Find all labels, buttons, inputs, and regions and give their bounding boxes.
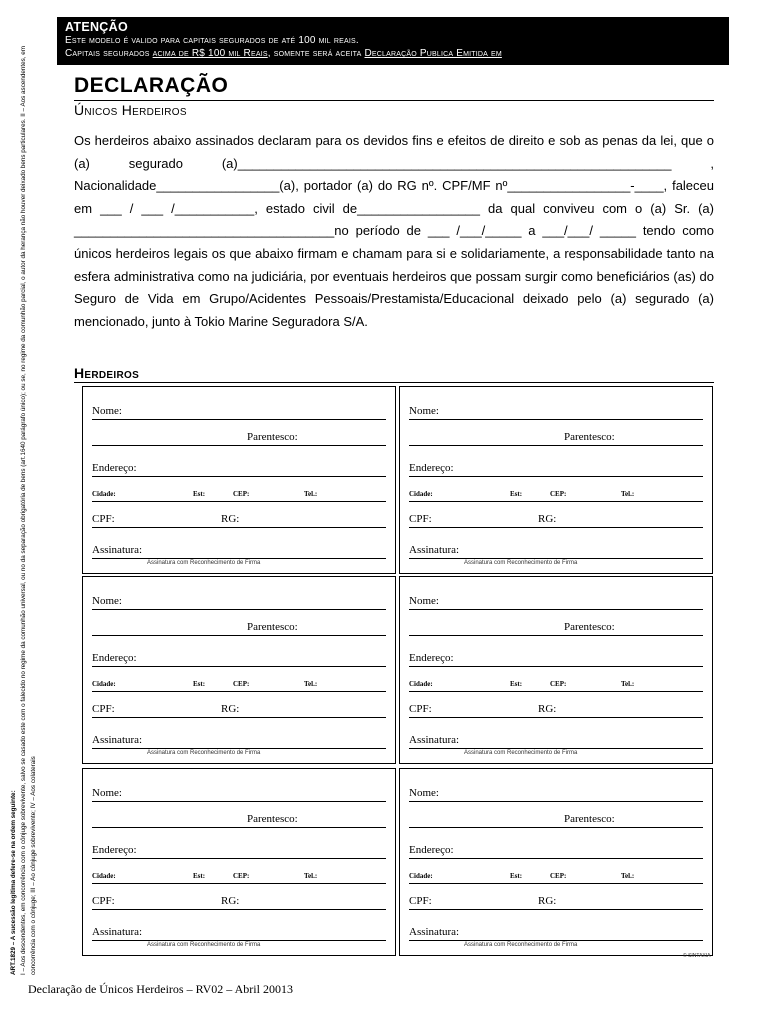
rg-label: RG: [538, 895, 557, 907]
signature-note: Assinatura com Reconhecimento de Firma [464, 560, 578, 566]
relationship-label: Parentesco: [564, 621, 615, 633]
heirs-section-title: Herdeiros [74, 365, 140, 381]
address-label: Endereço: [409, 844, 454, 856]
address-field[interactable] [409, 462, 703, 477]
relationship-field[interactable] [92, 813, 386, 828]
signature-field[interactable] [409, 544, 703, 559]
address-label: Endereço: [92, 844, 137, 856]
state-label: Est: [510, 680, 523, 688]
name-field[interactable] [409, 787, 703, 802]
warning-banner [57, 17, 729, 65]
cep-label: CEP: [233, 490, 250, 498]
phone-label: Tel.: [621, 680, 635, 688]
cpf-rg-row[interactable] [409, 895, 703, 910]
rg-label: RG: [538, 703, 557, 715]
cep-label: CEP: [550, 490, 567, 498]
logo-mark: © SINTAXIA [683, 953, 711, 959]
banner-line-2-c: , somente será aceita [267, 48, 365, 59]
address-label: Endereço: [409, 462, 454, 474]
signature-label: Assinatura: [409, 734, 460, 746]
heir-card [399, 576, 713, 764]
rg-label: RG: [221, 895, 240, 907]
cpf-label: CPF: [92, 513, 115, 525]
side-note-text: I – Aos descendentes, em concorrência com o cônjuge sobrevivente, salvo se casado este com o falecido no regime da comunhão universal, ou no da separação obrigatória de bens (art.1640 parágrafo único); ou se, no regime da comunhão parcial, o autor da herança não houver deixado bens particulares. II – Aos ascendentes, em concorrência com o cônjuge; III – Ao cônjuge sobrevivente; IV – Aos colaterais [20, 45, 37, 975]
side-legal-note [9, 35, 51, 975]
city-row[interactable] [92, 487, 386, 502]
banner-line-2-b: acima de R$ 100 mil Reais [152, 48, 268, 59]
city-row[interactable] [92, 677, 386, 692]
phone-label: Tel.: [304, 872, 318, 880]
signature-label: Assinatura: [92, 926, 143, 938]
address-field[interactable] [92, 652, 386, 667]
rg-label: RG: [221, 513, 240, 525]
name-field[interactable] [92, 595, 386, 610]
relationship-label: Parentesco: [247, 813, 298, 825]
relationship-field[interactable] [409, 431, 703, 446]
rg-label: RG: [538, 513, 557, 525]
relationship-label: Parentesco: [247, 431, 298, 443]
signature-field[interactable] [92, 926, 386, 941]
banner-title: ATENÇÃO [65, 20, 128, 34]
cpf-label: CPF: [409, 703, 432, 715]
phone-label: Tel.: [304, 680, 318, 688]
heirs-divider [74, 382, 714, 383]
address-label: Endereço: [92, 462, 137, 474]
cpf-label: CPF: [409, 513, 432, 525]
cep-label: CEP: [233, 872, 250, 880]
cpf-rg-row[interactable] [92, 895, 386, 910]
cpf-label: CPF: [92, 895, 115, 907]
city-label: Cidade: [92, 872, 116, 880]
signature-note: Assinatura com Reconhecimento de Firma [464, 750, 578, 756]
side-note-heading: ART.1829 – A sucessão legítima defere-se na ordem seguinte: [10, 790, 17, 975]
address-field[interactable] [92, 462, 386, 477]
phone-label: Tel.: [304, 490, 318, 498]
cep-label: CEP: [233, 680, 250, 688]
title-divider [74, 100, 714, 101]
banner-line-2-a: Capitais segurados [65, 48, 153, 59]
page-title: DECLARAÇÃO [74, 74, 229, 97]
signature-field[interactable] [409, 734, 703, 749]
city-label: Cidade: [409, 680, 433, 688]
page-subtitle: Únicos Herdeiros [74, 102, 187, 118]
cpf-label: CPF: [409, 895, 432, 907]
relationship-label: Parentesco: [564, 431, 615, 443]
signature-label: Assinatura: [92, 734, 143, 746]
declaration-paragraph: Os herdeiros abaixo assinados declaram para os devidos fins e efeitos de direito e sob as penas da lei, que o (a) segurado (a)____________________________________________________________ , Nacionalidade_________________(a), portador (a) do RG nº. CPF/MF nº_________________-____, faleceu em ___ / ___ /___________, estado civil de_________________ da qual conviveu com o (a) Sr. (a) ____________________________________no período de ___ /___/_____ a ___/___/ _____ tendo como únicos herdeiros legais os que abaixo firmam e chamam para si e solidariamente, a responsabilidade tanto na esfera administrativa como na judiciária, por eventuais herdeiros que possam surgir como beneficiários (as) do Seguro de Vida em Grupo/Acidentes Pessoais/Prestamista/Educacional deixado pelo (a) segurado (a) mencionado, junto à Tokio Marine Seguradora S/A. [74, 133, 714, 329]
banner-line-2-d: Declaração Publica Emitida em [364, 48, 502, 59]
phone-label: Tel.: [621, 490, 635, 498]
relationship-field[interactable] [92, 621, 386, 636]
address-field[interactable] [409, 844, 703, 859]
relationship-field[interactable] [409, 813, 703, 828]
signature-note: Assinatura com Reconhecimento de Firma [464, 942, 578, 948]
banner-line-2 [65, 47, 721, 60]
state-label: Est: [510, 872, 523, 880]
signature-note: Assinatura com Reconhecimento de Firma [147, 942, 261, 948]
signature-label: Assinatura: [409, 926, 460, 938]
name-label: Nome: [92, 787, 122, 799]
city-label: Cidade: [92, 680, 116, 688]
name-field[interactable] [409, 595, 703, 610]
city-row[interactable] [409, 677, 703, 692]
signature-note: Assinatura com Reconhecimento de Firma [147, 750, 261, 756]
cpf-rg-row[interactable] [409, 703, 703, 718]
cpf-label: CPF: [92, 703, 115, 715]
name-label: Nome: [409, 595, 439, 607]
signature-field[interactable] [92, 734, 386, 749]
city-row[interactable] [409, 869, 703, 884]
declaration-body [74, 130, 714, 333]
rg-label: RG: [221, 703, 240, 715]
banner-line-1: Este modelo é valido para capitais segurados de até 100 mil reais. [65, 35, 359, 46]
name-label: Nome: [92, 405, 122, 417]
city-row[interactable] [92, 869, 386, 884]
name-label: Nome: [92, 595, 122, 607]
address-label: Endereço: [409, 652, 454, 664]
cpf-rg-row[interactable] [92, 703, 386, 718]
city-label: Cidade: [92, 490, 116, 498]
name-label: Nome: [409, 787, 439, 799]
cep-label: CEP: [550, 872, 567, 880]
address-field[interactable] [92, 844, 386, 859]
cep-label: CEP: [550, 680, 567, 688]
relationship-field[interactable] [92, 431, 386, 446]
heir-card [399, 386, 713, 574]
state-label: Est: [193, 680, 206, 688]
signature-label: Assinatura: [409, 544, 460, 556]
cpf-rg-row[interactable] [409, 513, 703, 528]
city-label: Cidade: [409, 872, 433, 880]
signature-note: Assinatura com Reconhecimento de Firma [147, 560, 261, 566]
name-field[interactable] [92, 787, 386, 802]
heir-card [82, 386, 396, 574]
address-label: Endereço: [92, 652, 137, 664]
address-field[interactable] [409, 652, 703, 667]
city-row[interactable] [409, 487, 703, 502]
phone-label: Tel.: [621, 872, 635, 880]
heir-card [399, 768, 713, 956]
heir-card [82, 576, 396, 764]
city-label: Cidade: [409, 490, 433, 498]
cpf-rg-row[interactable] [92, 513, 386, 528]
page-footer: Declaração de Únicos Herdeiros – RV02 – Abril 20013 [28, 982, 293, 996]
name-field[interactable] [409, 405, 703, 420]
state-label: Est: [510, 490, 523, 498]
relationship-field[interactable] [409, 621, 703, 636]
state-label: Est: [193, 872, 206, 880]
name-label: Nome: [409, 405, 439, 417]
heir-card [82, 768, 396, 956]
signature-field[interactable] [92, 544, 386, 559]
name-field[interactable] [92, 405, 386, 420]
signature-label: Assinatura: [92, 544, 143, 556]
state-label: Est: [193, 490, 206, 498]
relationship-label: Parentesco: [564, 813, 615, 825]
relationship-label: Parentesco: [247, 621, 298, 633]
signature-field[interactable] [409, 926, 703, 941]
